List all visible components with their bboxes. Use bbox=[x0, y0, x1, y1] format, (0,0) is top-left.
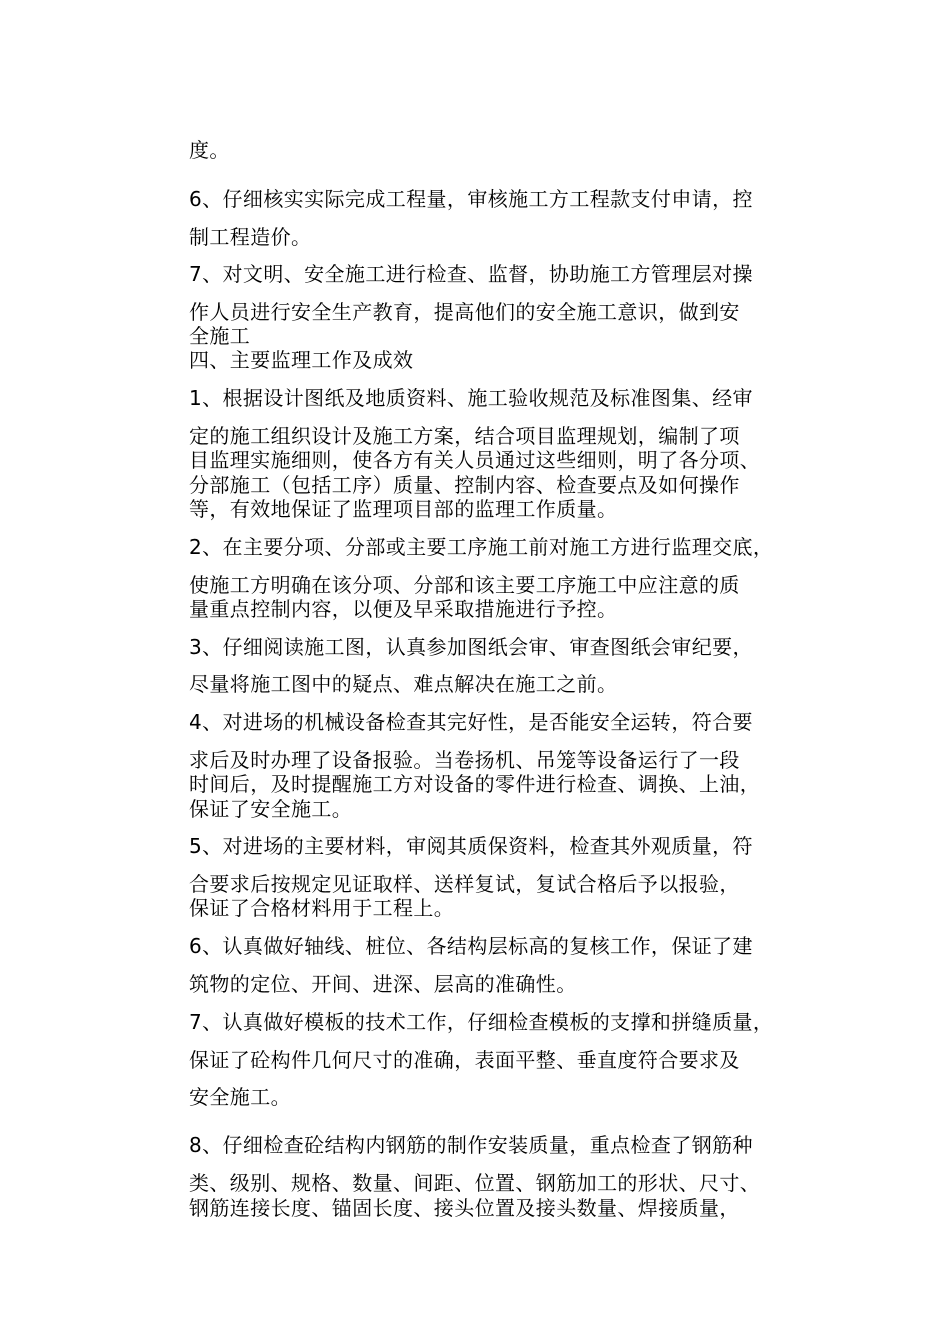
text-line: 目监理实施细则，使各方有关人员通过这些细则，明了各分项、 bbox=[189, 448, 761, 472]
text-line: 6、认真做好轴线、桩位、各结构层标高的复核工作，保证了建 bbox=[189, 934, 753, 958]
text-line: 保证了合格材料用于工程上。 bbox=[189, 896, 455, 920]
text-line: 使施工方明确在该分项、分部和该主要工序施工中应注意的质 bbox=[189, 573, 740, 597]
text-line: 安全施工。 bbox=[189, 1085, 291, 1109]
text-line: 4、对进场的机械设备检查其完好性，是否能安全运转，符合要 bbox=[189, 710, 753, 734]
text-line: 时间后，及时提醒施工方对设备的零件进行检查、调换、上油， bbox=[189, 772, 761, 796]
text-line: 尽量将施工图中的疑点、难点解决在施工之前。 bbox=[189, 672, 618, 696]
text-line: 2、在主要分项、分部或主要工序施工前对施工方进行监理交底， bbox=[189, 535, 774, 559]
text-line: 度。 bbox=[189, 138, 230, 162]
section-heading: 四、主要监理工作及成效 bbox=[189, 348, 414, 372]
text-line: 保证了安全施工。 bbox=[189, 797, 353, 821]
text-line: 求后及时办理了设备报验。当卷扬机、吊笼等设备运行了一段 bbox=[189, 748, 740, 772]
text-line: 等，有效地保证了监理项目部的监理工作质量。 bbox=[189, 497, 618, 521]
text-line: 3、仔细阅读施工图，认真参加图纸会审、审查图纸会审纪要， bbox=[189, 635, 753, 659]
text-line: 量重点控制内容，以便及早采取措施进行予控。 bbox=[189, 597, 618, 621]
text-line: 保证了砼构件几何尺寸的准确，表面平整、垂直度符合要求及 bbox=[189, 1048, 740, 1072]
text-line: 7、对文明、安全施工进行检查、监督，协助施工方管理层对操 bbox=[189, 262, 753, 286]
text-line: 6、仔细核实实际完成工程量，审核施工方工程款支付申请，控 bbox=[189, 187, 753, 211]
text-line: 类、级别、规格、数量、间距、位置、钢筋加工的形状、尺寸、 bbox=[189, 1171, 761, 1195]
text-line: 7、认真做好模板的技术工作，仔细检查模板的支撑和拼缝质量， bbox=[189, 1010, 774, 1034]
text-line: 分部施工（包括工序）质量、控制内容、检查要点及如何操作 bbox=[189, 473, 740, 497]
text-line: 全施工 bbox=[189, 324, 251, 348]
text-line: 筑物的定位、开间、进深、层高的准确性。 bbox=[189, 972, 577, 996]
text-line: 制工程造价。 bbox=[189, 225, 312, 249]
text-line: 8、仔细检查砼结构内钢筋的制作安装质量，重点检查了钢筋种 bbox=[189, 1133, 753, 1157]
text-line: 合要求后按规定见证取样、送样复试，复试合格后予以报验， bbox=[189, 872, 740, 896]
text-line: 5、对进场的主要材料，审阅其质保资料，检查其外观质量，符 bbox=[189, 834, 753, 858]
text-line: 1、根据设计图纸及地质资料、施工验收规范及标准图集、经审 bbox=[189, 386, 753, 410]
text-line: 定的施工组织设计及施工方案，结合项目监理规划，编制了项 bbox=[189, 424, 740, 448]
text-line: 作人员进行安全生产教育，提高他们的安全施工意识，做到安 bbox=[189, 300, 740, 324]
text-line: 钢筋连接长度、锚固长度、接头位置及接头数量、焊接质量， bbox=[189, 1196, 740, 1220]
